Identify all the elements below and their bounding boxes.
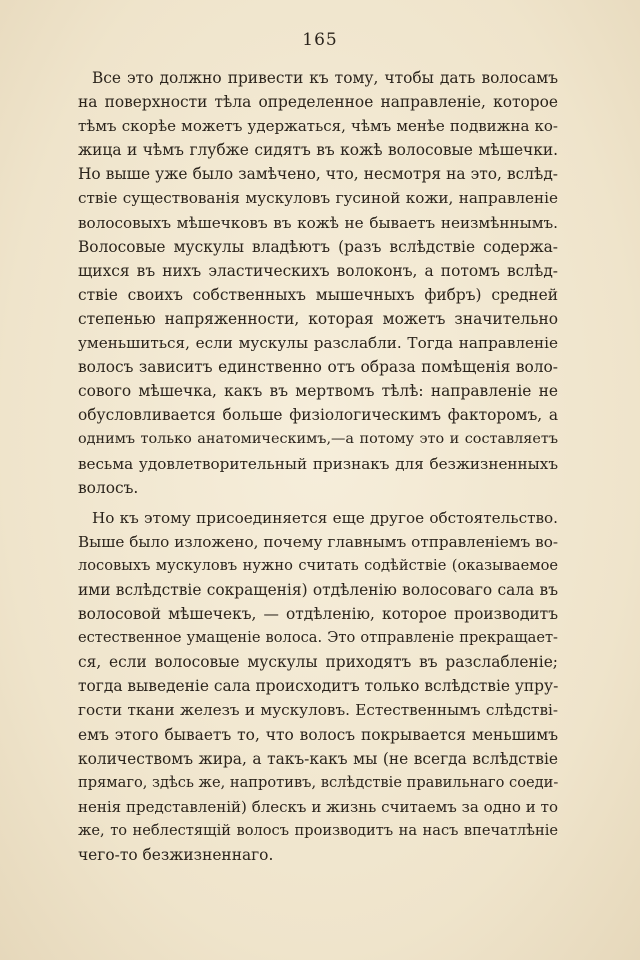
body-text: [78, 66, 558, 867]
text-line: уменьшиться, если мускулы разслабли. Тогда направленіе: [78, 334, 558, 353]
text-line: Но къ этому присоединяется еще другое обстоятельство.: [92, 508, 558, 527]
text-line: гости ткани железъ и мускуловъ. Естественнымъ слѣдстві-: [78, 701, 558, 720]
text-line: ненія представленій) блескъ и жизнь считаемъ за одно и то: [78, 797, 558, 816]
text-line: волосовой мѣшечекъ, — отдѣленію, которое производитъ: [78, 605, 558, 624]
text-line: Все это должно привести къ тому, чтобы дать волосамъ: [92, 69, 558, 87]
text-line: тѣмъ скорѣе можетъ удержаться, чѣмъ менѣе подвижна ко-: [78, 117, 558, 136]
text-line: обусловливается больше физіологическимъ факторомъ, а: [78, 406, 558, 425]
text-line: волосъ.: [78, 478, 139, 497]
text-line: жица и чѣмъ глубже сидятъ въ кожѣ волосовые мѣшечки.: [78, 141, 558, 160]
text-line: чего-то безжизненнаго.: [78, 846, 274, 864]
text-line: количествомъ жира, а такъ-какъ мы (не всегда вслѣдствіе: [78, 749, 558, 768]
text-line: степенью напряженности, которая можетъ значительно: [78, 309, 558, 328]
paragraph: [78, 506, 558, 867]
text-line: ствіе своихъ собственныхъ мышечныхъ фибръ) средней: [78, 285, 558, 304]
text-line: прямаго, здѣсь же, напротивъ, вслѣдствіе правильнаго соеди-: [78, 773, 558, 791]
text-line: щихся въ нихъ эластическихъ волоконъ, а потомъ вслѣд-: [78, 261, 558, 280]
text-line: сового мѣшечка, какъ въ мертвомъ тѣлѣ: направленіе не: [78, 382, 558, 401]
text-line: ся, если волосовые мускулы приходятъ въ разслабленіе;: [78, 653, 558, 672]
text-line: емъ этого бываетъ то, что волосъ покрывается меньшимъ: [78, 725, 558, 744]
text-line: лосовыхъ мускуловъ нужно считать содѣйствіе (оказываемое: [78, 556, 558, 574]
text-line: Волосовые мускулы владѣютъ (разъ вслѣдствіе содержа-: [78, 237, 558, 256]
text-line: однимъ только анатомическимъ,—а потому это и составляетъ: [78, 431, 558, 448]
text-line: волосовыхъ мѣшечковъ въ кожѣ не бываетъ неизмѣннымъ.: [78, 213, 558, 232]
page-number: 165: [302, 30, 338, 50]
paragraph: [78, 66, 558, 500]
text-line: же, то неблестящій волосъ производитъ на насъ впечатлѣніе: [78, 821, 558, 839]
text-line: ими вслѣдствіе сокращенія) отдѣленію волосоваго сала въ: [78, 580, 558, 599]
text-line: Но выше уже было замѣчено, что, несмотря на это, вслѣд-: [78, 165, 558, 184]
text-line: естественное умащеніе волоса. Это отправленіе прекращает-: [78, 629, 558, 647]
text-line: на поверхности тѣла определенное направленіе, которое: [78, 93, 558, 112]
text-line: волосъ зависитъ единственно отъ образа помѣщенія воло-: [78, 358, 558, 377]
text-line: тогда выведеніе сала происходитъ только вслѣдствіе упру-: [78, 677, 558, 696]
text-line: Выше было изложено, почему главнымъ отправленіемъ во-: [78, 532, 558, 551]
text-line: ствіе существованія мускуловъ гусиной кожи, направленіе: [78, 189, 558, 208]
text-line: весьма удовлетворительный признакъ для безжизненныхъ: [78, 454, 558, 473]
